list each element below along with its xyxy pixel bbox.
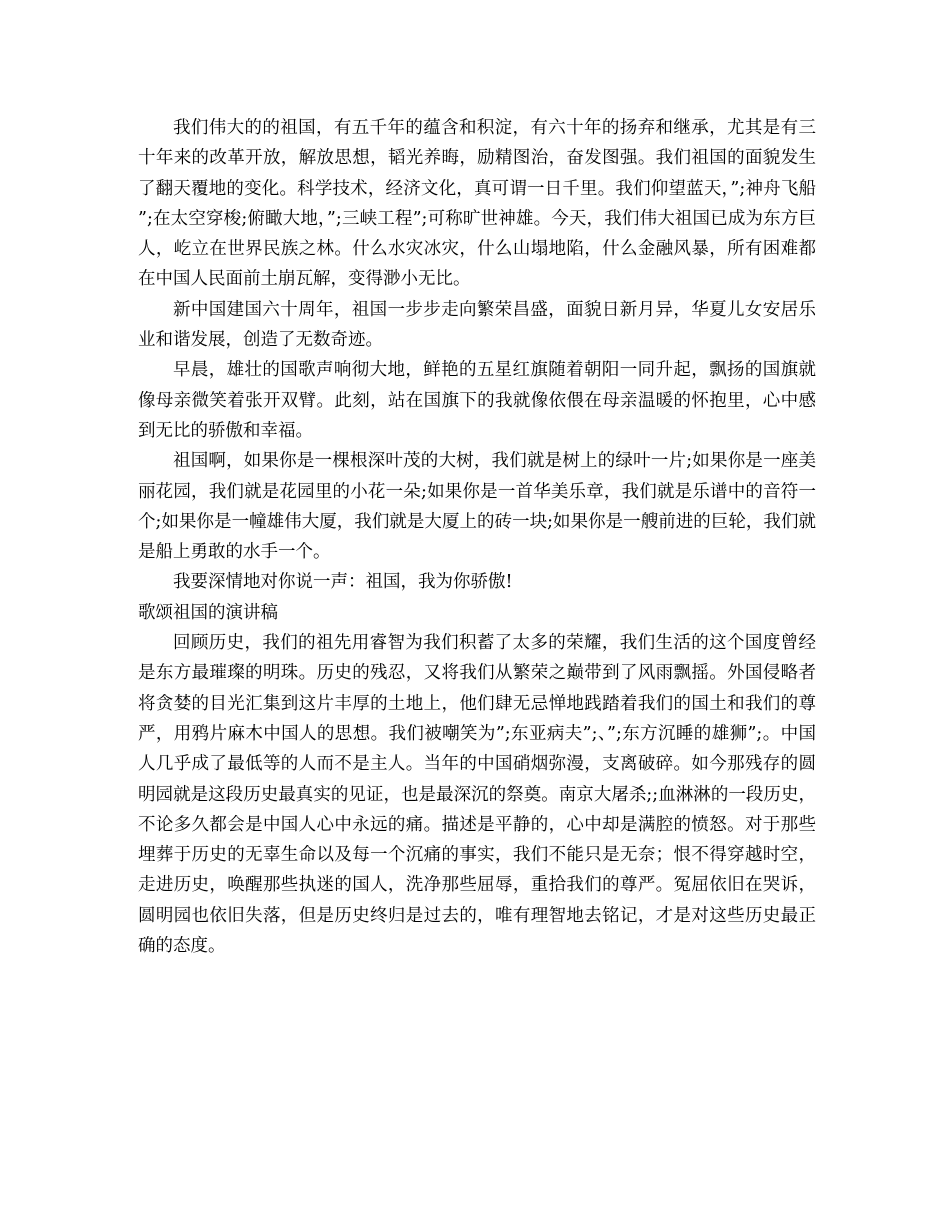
paragraph-4: 祖国啊，如果你是一棵根深叶茂的大树，我们就是树上的绿叶一片;如果你是一座美丽花园，我们就是花园里的小花一朵;如果你是一首华美乐章，我们就是乐谱中的音符一个;如果你是一幢雄伟大厦，我们就是大厦上的砖一块;如果你是一艘前进的巨轮，我们就是船上勇敢的水手一个。 [138, 451, 816, 563]
paragraph-1: 我们伟大的的祖国，有五千年的蕴含和积淀，有六十年的扬弃和继承，尤其是有三十年来的改革开放，解放思想，韬光养晦，励精图治，奋发图强。我们祖国的面貌发生了翻天覆地的变化。科学技术，经济文化，真可谓一日千里。我们仰望蓝天，”;神舟飞船”;在太空穿梭;俯瞰大地，”;三峡工程”;可称旷世神雄。今天，我们伟大祖国已成为东方巨人，屹立在世界民族之林。什么水灾冰灾，什么山塌地陷，什么金融风暴，所有困难都在中国人民面前土崩瓦解，变得渺小无比。 [138, 118, 816, 290]
paragraph-5: 我要深情地对你说一声：祖国，我为你骄傲! [173, 572, 513, 593]
document-body [138, 113, 816, 961]
paragraph-6: 回顾历史，我们的祖先用睿智为我们积蓄了太多的荣耀，我们生活的这个国度曾经是东方最璀璨的明珠。历史的残忍，又将我们从繁荣之巅带到了风雨飘摇。外国侵略者将贪婪的目光汇集到这片丰厚的土地上，他们肆无忌惮地践踏着我们的国土和我们的尊严，用鸦片麻木中国人的思想。我们被嘲笑为”;东亚病夫”;、”;东方沉睡的雄狮”;。中国人几乎成了最低等的人而不是主人。当年的中国硝烟弥漫，支离破碎。如今那残存的圆明园就是这段历史最真实的见证，也是最深沉的祭奠。南京大屠杀;;血淋淋的一段历史，不论多久都会是中国人心中永远的痛。描述是平静的，心中却是满腔的愤怒。对于那些埋葬于历史的无辜生命以及每一个沉痛的事实，我们不能只是无奈；恨不得穿越时空，走进历史，唤醒那些执迷的国人，洗净那些屈辱，重拾我们的尊严。冤屈依旧在哭诉，圆明园也依旧失落，但是历史终归是过去的，唯有理智地去铭记，才是对这些历史最正确的态度。 [138, 633, 816, 957]
paragraph-2: 新中国建国六十周年，祖国一步步走向繁荣昌盛，面貌日新月异，华夏儿女安居乐业和谐发展，创造了无数奇迹。 [138, 299, 816, 351]
paragraph-3: 早晨，雄壮的国歌声响彻大地，鲜艳的五星红旗随着朝阳一同升起，飘扬的国旗就像母亲微笑着张开双臂。此刻，站在国旗下的我就像依偎在母亲温暖的怀抱里，心中感到无比的骄傲和幸福。 [138, 360, 816, 441]
section-heading: 歌颂祖国的演讲稿 [138, 602, 278, 623]
